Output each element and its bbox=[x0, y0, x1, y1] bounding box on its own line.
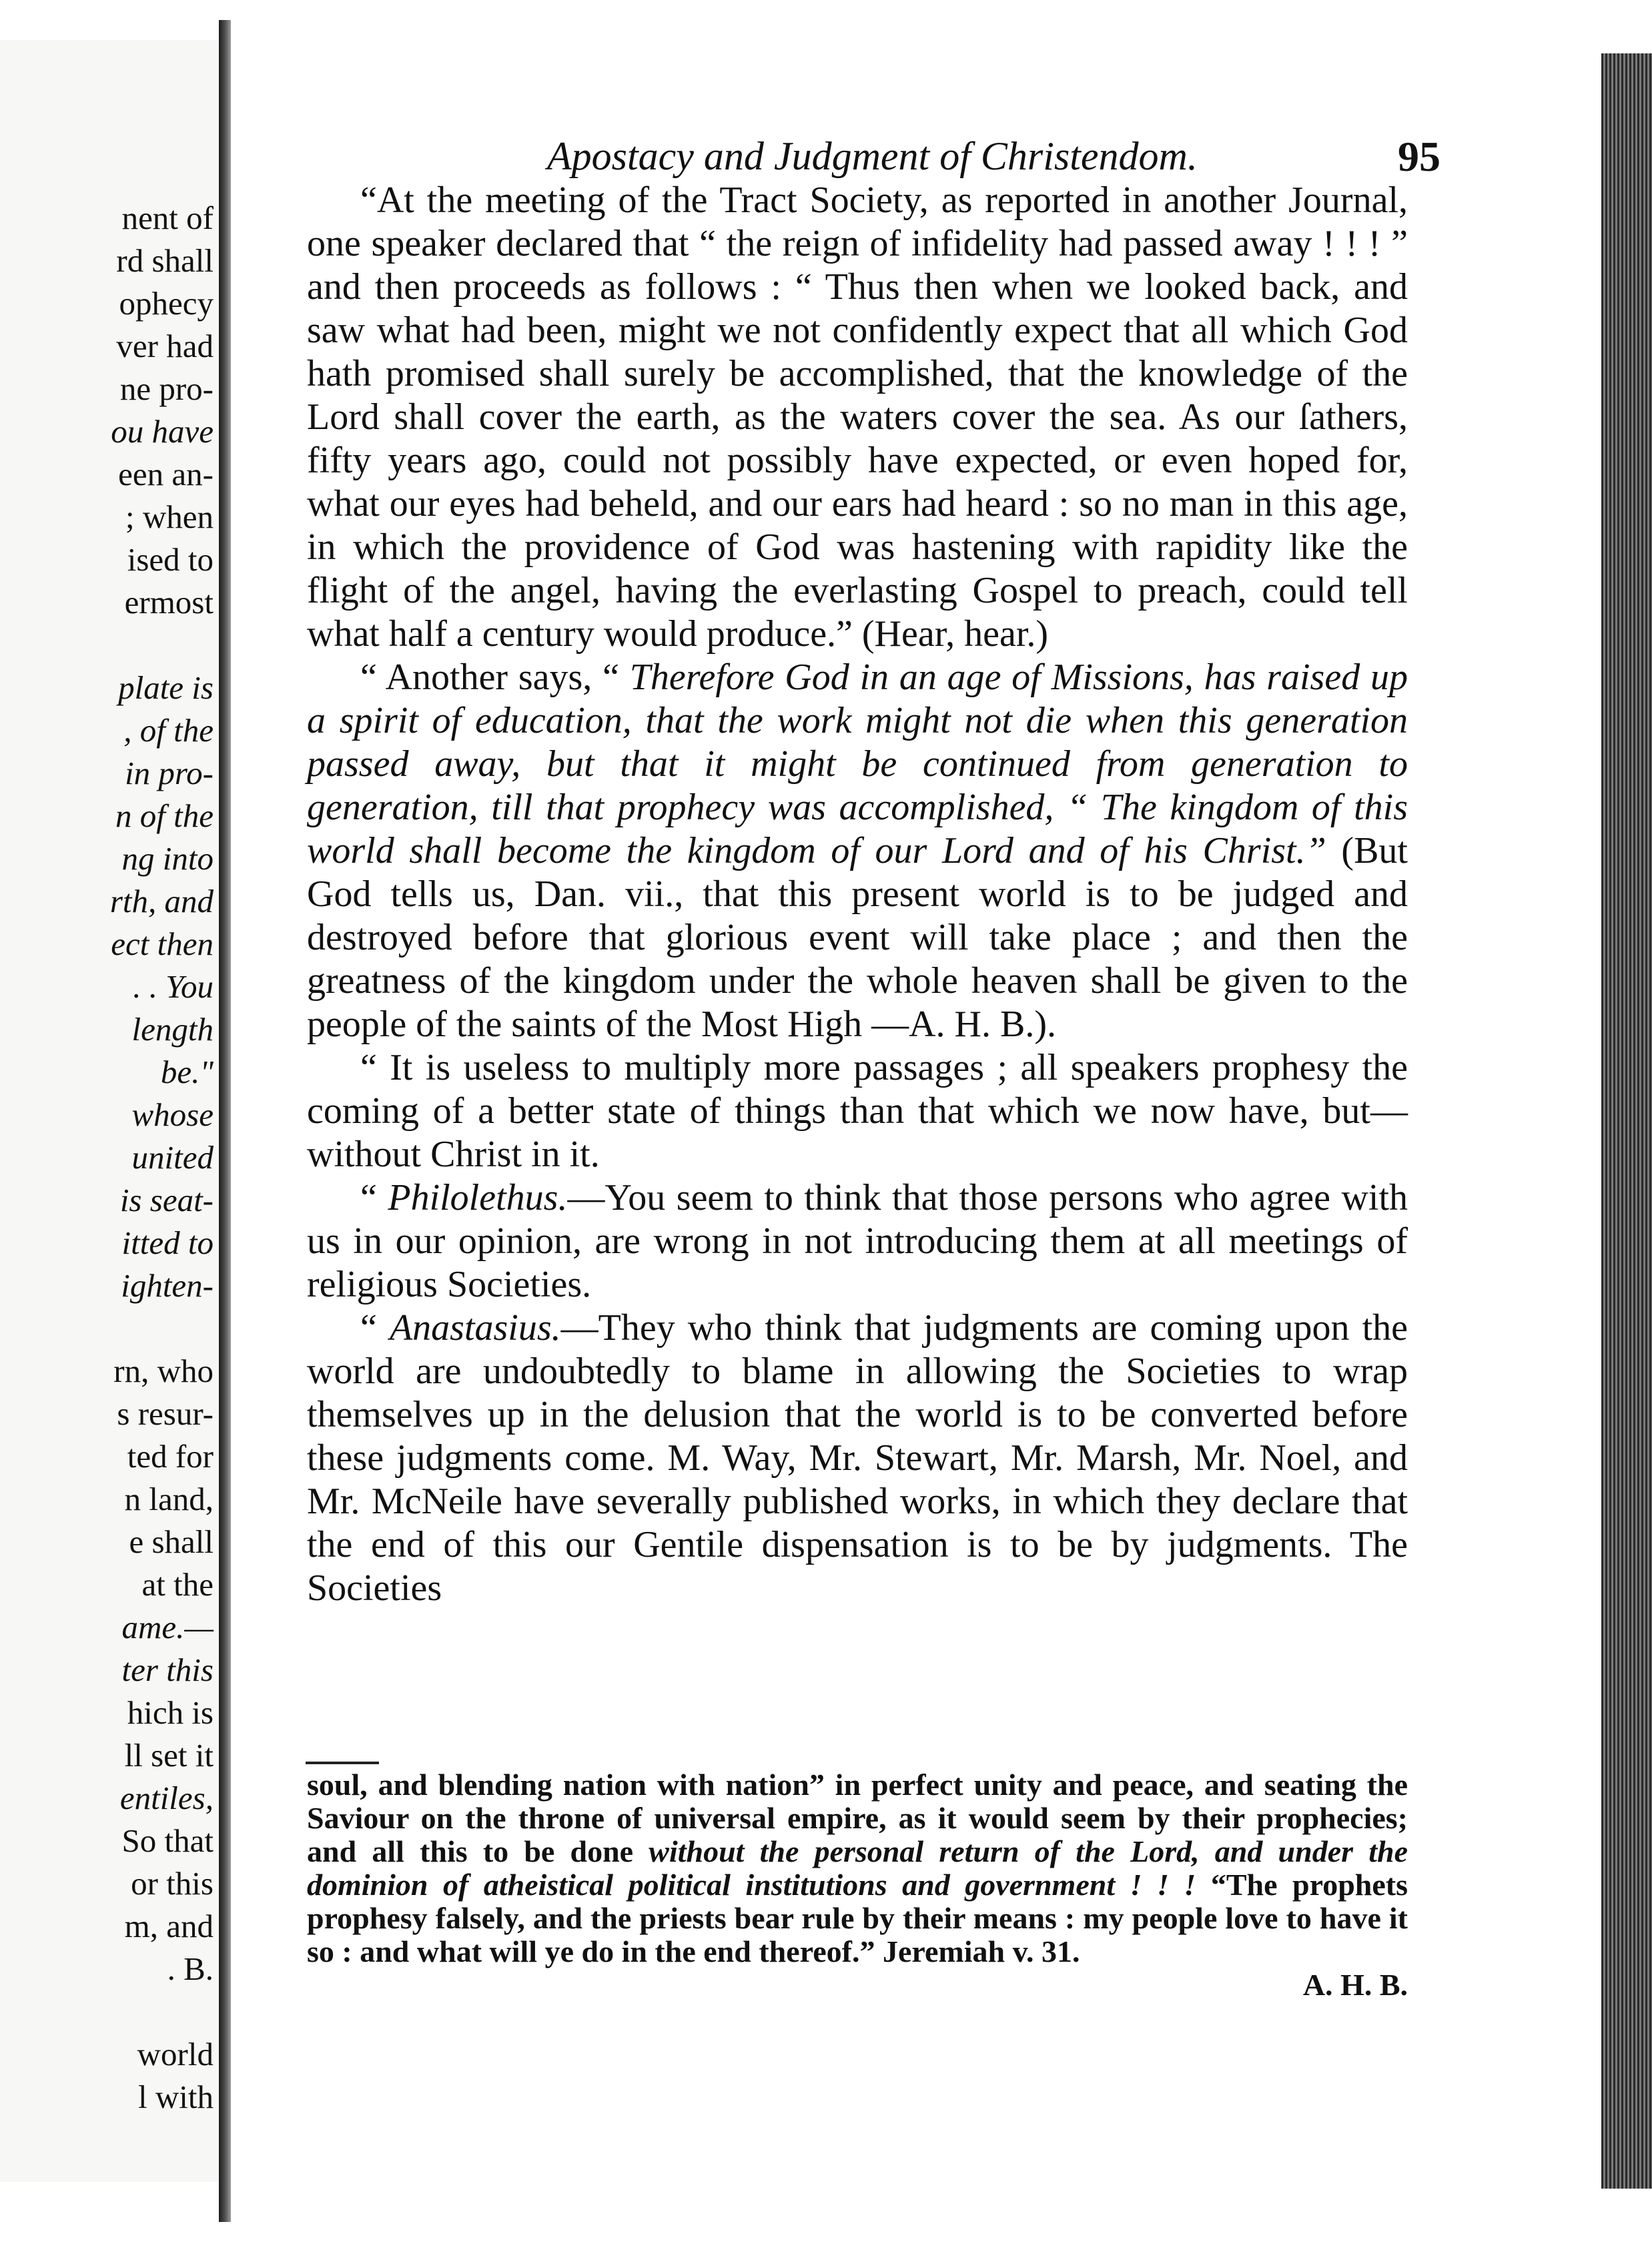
page-edge bbox=[1601, 53, 1652, 2189]
footnote-text bbox=[307, 1768, 1408, 2002]
book-gutter bbox=[219, 20, 231, 2222]
facing-page-line: So that bbox=[121, 1822, 214, 1859]
facing-page-line: is seat- bbox=[119, 1182, 214, 1218]
facing-page-line: rth, and bbox=[109, 883, 214, 919]
facing-page-line: ighten- bbox=[121, 1267, 214, 1304]
paragraph: “At the meeting of the Tract Society, as reported in another Journal, one speaker declared that “ the reign of infidelity had passed away ! ! ! ” and then proceeds as follows : “ Thus then when we looked back, and saw what had been, might we not confidently expect that all which God hath promised shall surely be accomplished, that the knowledge of the Lord shall cover the earth, as the waters cover the sea. As our ſathers, fifty years ago, could not possibly have expected, or even hoped for, what our eyes had beheld, and our ears had heard : so no man in this age, in which the providence of God was hastening with rapidity like the flight of the angel, having the everlasting Gospel to preach, could tell what half a century would produce.” (Hear, hear.) bbox=[307, 179, 1408, 655]
facing-page-line: ame.— bbox=[121, 1609, 214, 1645]
facing-page-line: een an- bbox=[118, 456, 214, 492]
facing-page-line: itted to bbox=[121, 1224, 214, 1261]
page-number: 95 bbox=[1398, 133, 1440, 180]
facing-page-line: s resur- bbox=[117, 1395, 214, 1432]
facing-page-line: rd shall bbox=[116, 242, 214, 279]
running-title: Apostacy and Judgment of Christendom. bbox=[547, 134, 1198, 178]
facing-page-line: world bbox=[137, 2036, 214, 2073]
paragraph: “ It is useless to multiply more passages ; all speakers prophesy the coming of a better state of things than that which we now have, but—without Christ in it. bbox=[307, 1047, 1408, 1175]
body-text bbox=[307, 179, 1408, 1610]
facing-page-line: ; when bbox=[125, 498, 214, 535]
quote-open: “ bbox=[360, 1307, 390, 1349]
facing-page-line: . . You bbox=[133, 968, 214, 1005]
facing-page-text bbox=[0, 197, 214, 2119]
facing-page-line: in pro- bbox=[125, 755, 214, 791]
speech-text: —They who think that judgments are coming upon the world are undoubtedly to blame in allowing the Societies to wrap themselves up in the delusion that the world is to be converted before these judgments come. M. Way, Mr. Stewart, Mr. Marsh, Mr. Noel, and Mr. McNeile have severally published works, in which they declare that the end of this our Gentile dispensation is to be by judgments. The Societies bbox=[307, 1307, 1408, 1609]
footnote-part: “The prophets prophesy falsely, and the priests bear rule by their means : my people love to have it so : and what will ye do in the end thereof.” Jeremiah v. 31. bbox=[307, 1868, 1408, 1968]
facing-page-line: ect then bbox=[111, 925, 214, 962]
editorial-note: (But God tells us, Dan. vii., that this present world is to be judged and destroyed before that glorious event will take place ; and then the greatness of the kingdom under the whole heaven shall be given to the people of the saints of the Most High —A. H. B.). bbox=[307, 830, 1408, 1045]
facing-page-line: . B. bbox=[167, 1950, 214, 1987]
speaker-name: Philolethus. bbox=[388, 1177, 568, 1218]
facing-page-line: , of the bbox=[123, 712, 214, 749]
facing-page-line: e shall bbox=[129, 1523, 214, 1560]
facing-page-line: be." bbox=[160, 1054, 214, 1090]
facing-page-line: whose bbox=[131, 1096, 214, 1133]
facing-page-line bbox=[0, 624, 214, 667]
facing-page-line: ted for bbox=[127, 1438, 214, 1475]
facing-page-line: entiles, bbox=[119, 1780, 214, 1816]
speaker-name: Anastasius. bbox=[389, 1307, 561, 1349]
dialogue-paragraph bbox=[307, 1176, 1408, 1306]
facing-page-line: united bbox=[131, 1139, 214, 1176]
dialogue-paragraph bbox=[307, 1306, 1408, 1610]
quote-open: “ bbox=[360, 1177, 388, 1218]
facing-page bbox=[0, 40, 220, 2182]
facing-page-line: nent of bbox=[121, 200, 214, 236]
facing-page-line: ver had bbox=[116, 328, 214, 364]
facing-page-line: l with bbox=[138, 2079, 214, 2115]
footnote-italic: without the personal return of the Lord, and under the dominion of atheistical political institutions and government ! ! ! bbox=[307, 1834, 1408, 1902]
quote-open: “ Another says, “ bbox=[360, 657, 630, 698]
quotation-italic: Therefore God in an age of Missions, has raised up a spirit of education, that the work might not die when this generation passed away, but that it might be continued from generation to generation, till that prophecy was accomplished, “ The kingdom of this world shall become the kingdom of our Lord and of his Christ.” bbox=[307, 657, 1408, 871]
paragraph bbox=[307, 656, 1408, 1046]
facing-page-line: ll set it bbox=[124, 1737, 214, 1774]
facing-page-line: ou have bbox=[111, 413, 214, 450]
facing-page-line: n land, bbox=[124, 1481, 214, 1517]
facing-page-line: at the bbox=[141, 1566, 214, 1603]
facing-page-line: ophecy bbox=[119, 285, 214, 322]
facing-page-line: hich is bbox=[127, 1694, 214, 1731]
facing-page-line: plate is bbox=[118, 669, 214, 706]
footnote-part: soul, and blending nation with nation” in perfect unity and peace, and seating the Saviour on the throne of universal empire, as it would seem by their prophecies; and all this to be done bbox=[307, 1768, 1408, 1868]
footnote bbox=[307, 1768, 1408, 2002]
footnote-rule bbox=[306, 1762, 379, 1764]
facing-page-line: rn, who bbox=[113, 1353, 214, 1389]
facing-page-line bbox=[0, 1307, 214, 1350]
facing-page-line: ermost bbox=[124, 584, 214, 621]
facing-page-line bbox=[0, 1990, 214, 2033]
facing-page-line: ised to bbox=[127, 541, 214, 578]
speech-text: —You seem to think that those persons who agree with us in our opinion, are wrong in not introducing them at all meetings of religious Societies. bbox=[307, 1177, 1408, 1305]
facing-page-line: length bbox=[131, 1011, 214, 1048]
facing-page-line: m, and bbox=[124, 1908, 214, 1944]
facing-page-line: ne pro- bbox=[119, 370, 214, 407]
facing-page-line: n of the bbox=[115, 797, 214, 834]
facing-page-line: or this bbox=[131, 1865, 214, 1902]
facing-page-line: ng into bbox=[121, 840, 214, 877]
facing-page-line: ter this bbox=[121, 1651, 214, 1688]
footnote-signature: A. H. B. bbox=[1302, 1968, 1408, 2002]
